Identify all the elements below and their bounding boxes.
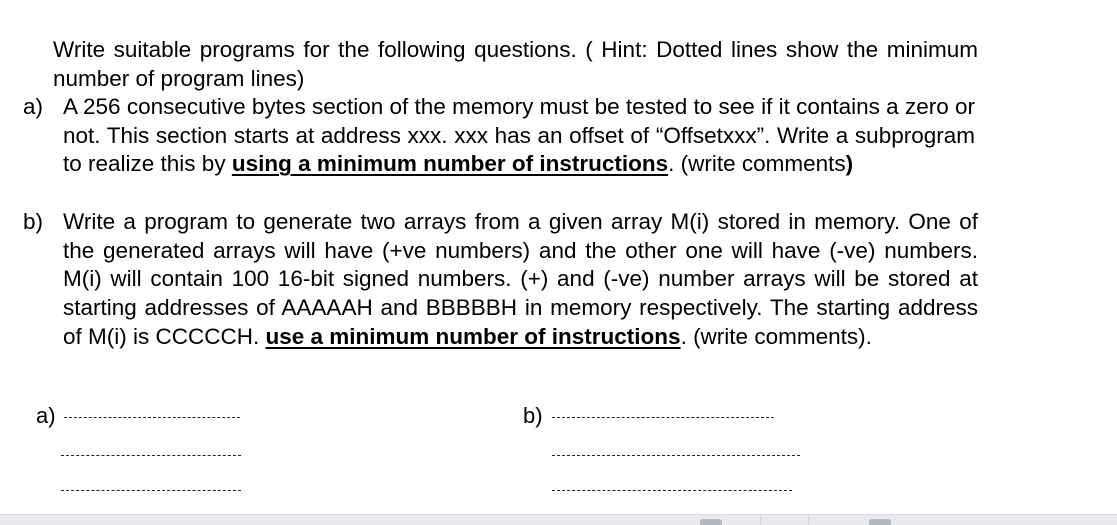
instructions-text: Write suitable programs for the following questions. ( Hint: Dotted lines show the minimum number of program lines) [53, 37, 978, 91]
answer-a-line-1 [64, 417, 240, 418]
answer-a-label: a) [36, 403, 56, 428]
answer-b-label: b) [523, 403, 543, 428]
answer-b-line-3 [552, 490, 792, 491]
question-a-marker: a) [23, 94, 44, 119]
question-b-marker: b) [23, 209, 44, 234]
question-a-text [63, 93, 975, 179]
question-a-emphasis: using a minimum number of instructions [231, 151, 669, 177]
question-b-tail: . (write comments). [680, 323, 872, 349]
question-b-body: Write a program to generate two arrays from a given array M(i) stored in memory. One of the generated arrays will have (+ve numbers) and the other one will have (-ve) numbers. M(i) will contain 100 16-bit signed numbers. (+) and (-ve) number arrays will be stored at starting addresses of AAAAAH and BBBBBH in memory respectively. The starting address of M(i) is CCCCCH. [63, 209, 978, 349]
viewer-bottom-bar [0, 514, 1117, 525]
answer-b-line-1 [552, 417, 774, 418]
answer-a-line-2 [61, 455, 241, 456]
answer-b-line-2 [552, 455, 800, 456]
question-a-tail: . (write comments [668, 151, 846, 177]
bottom-tab-handle-1[interactable] [700, 519, 722, 525]
bottom-tab-handle-2[interactable] [869, 519, 891, 525]
question-a-close-paren: ) [845, 151, 854, 177]
question-a-body: A 256 consecutive bytes section of the memory must be tested to see if it contains a zero or not. This section starts at address xxx. xxx has an offset of “Offsetxxx”. Write a subprogram to realize this by [63, 94, 975, 177]
question-b-emphasis: use a minimum number of instructions [265, 323, 681, 349]
question-b-text [63, 208, 978, 352]
answer-a-line-3 [61, 490, 241, 491]
